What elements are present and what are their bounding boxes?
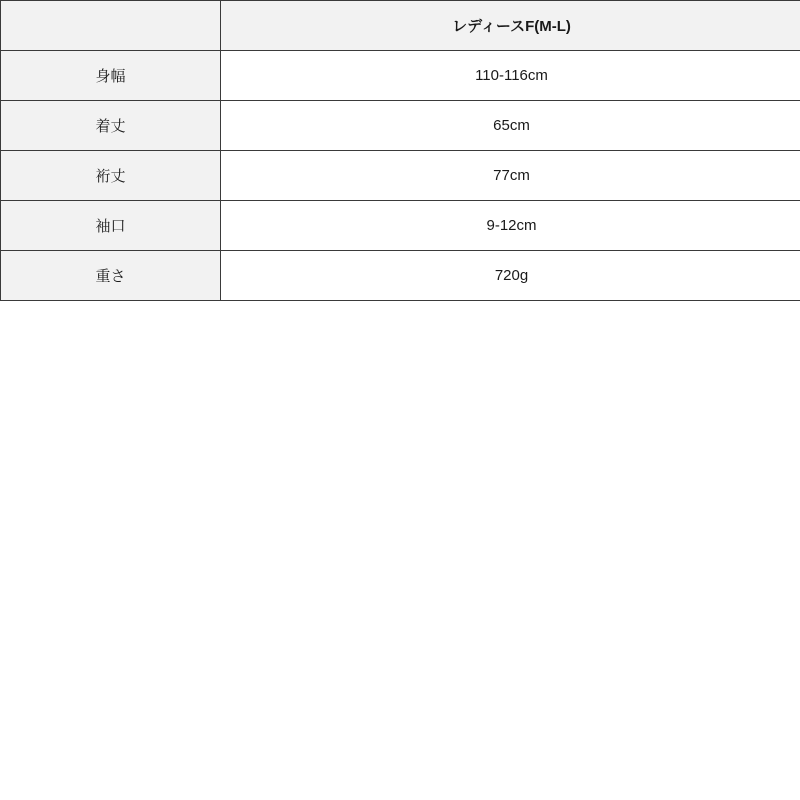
row-value-cuff: 9-12cm: [221, 201, 800, 251]
row-value-body-width: 110-116cm: [221, 51, 800, 101]
row-label-body-width: 身幅: [1, 51, 221, 101]
table-row: [1, 101, 800, 151]
row-label-weight: 重さ: [1, 251, 221, 301]
table-header-row: [1, 1, 800, 51]
row-label-cuff: 袖口: [1, 201, 221, 251]
size-table-head: [1, 1, 800, 51]
header-size-cell: レディースF(M-L): [221, 1, 800, 51]
row-value-length: 65cm: [221, 101, 800, 151]
header-blank-cell: [1, 1, 221, 51]
table-row: [1, 151, 800, 201]
row-value-sleeve-length: 77cm: [221, 151, 800, 201]
size-table-body: [1, 51, 800, 301]
table-row: [1, 251, 800, 301]
size-table: [0, 0, 800, 301]
row-label-length: 着丈: [1, 101, 221, 151]
row-label-sleeve-length: 裄丈: [1, 151, 221, 201]
row-value-weight: 720g: [221, 251, 800, 301]
table-row: [1, 51, 800, 101]
table-row: [1, 201, 800, 251]
